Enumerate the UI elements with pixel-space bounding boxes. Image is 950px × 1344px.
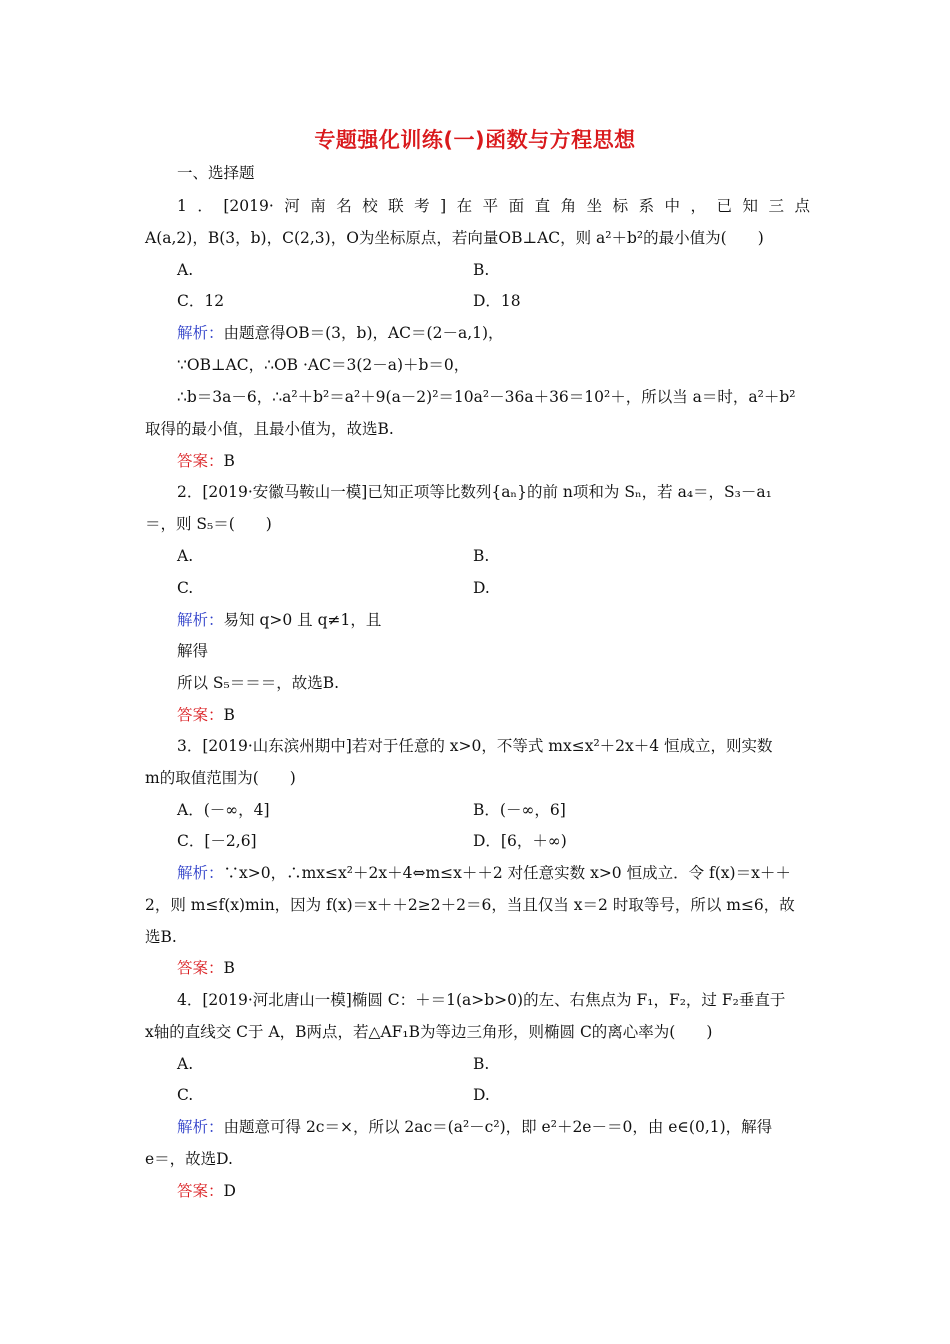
q3-solution-text: ∵x>0，∴mx≤x²＋2x＋4⇔m≤x＋＋2 对任意实数 x>0 恒成立．令 f(x)＝x＋＋ — [223, 864, 791, 882]
analysis-label: 解析： — [177, 324, 224, 342]
q2-option-a: A. — [177, 547, 194, 565]
q3-answer-value: B — [223, 959, 235, 977]
q3-solution-line1 — [177, 863, 842, 883]
analysis-label: 解析： — [177, 611, 224, 629]
q2-answer — [177, 705, 842, 725]
q4-option-d: D. — [473, 1086, 490, 1104]
q4-option-b: B. — [473, 1055, 490, 1073]
q3-answer — [177, 958, 842, 978]
q1-solution-line1 — [177, 323, 842, 343]
q4-solution-line2: e＝，故选D. — [145, 1150, 233, 1168]
q3-option-a: A．(－∞，4] — [177, 801, 270, 819]
q4-answer-value: D — [223, 1182, 236, 1200]
q1-solution-line4: 取得的最小值，且最小值为，故选B. — [145, 420, 394, 438]
q1-option-c: C．12 — [177, 292, 225, 310]
q2-option-b: B. — [473, 547, 490, 565]
q1-option-b: B. — [473, 261, 490, 279]
q1-solution-line3: ∴b＝3a－6，∴a²＋b²＝a²＋9(a－2)²＝10a²－36a＋36＝10²＋，所以当 a＝时，a²＋b² — [177, 388, 796, 406]
q4-solution-line1 — [177, 1117, 842, 1137]
answer-label: 答案： — [177, 959, 224, 977]
q1-solution-text: 由题意得OB＝(3，b)，AC＝(2－a,1)， — [223, 324, 504, 342]
q4-option-a: A. — [177, 1055, 194, 1073]
section-heading: 一、选择题 — [177, 164, 255, 182]
q1-option-a: A. — [177, 261, 194, 279]
q1-option-d: D．18 — [473, 292, 521, 310]
q1-solution-line2: ∵OB⊥AC，∴OB ·AC＝3(2－a)＋b＝0， — [177, 356, 470, 374]
q3-option-d: D．[6，＋∞) — [473, 832, 567, 850]
analysis-label: 解析： — [177, 1118, 224, 1136]
q4-stem-line1: 4．[2019·河北唐山一模]椭圆 C：＋＝1(a>b>0)的左、右焦点为 F₁，F₂，过 F₂垂直于 — [177, 991, 786, 1009]
answer-label: 答案： — [177, 706, 224, 724]
q4-stem-line2: x轴的直线交 C于 A，B两点，若△AF₁B为等边三角形，则椭圆 C的离心率为( ) — [145, 1023, 713, 1041]
q1-answer — [177, 451, 842, 471]
q2-solution-line1 — [177, 610, 842, 630]
q4-option-c: C. — [177, 1086, 194, 1104]
q1-stem-line2: A(a,2)，B(3，b)，C(2,3)，O为坐标原点，若向量OB⊥AC，则 a²＋b²的最小值为( ) — [145, 229, 764, 247]
answer-label: 答案： — [177, 452, 224, 470]
q2-stem-line2: ＝，则 S₅＝( ) — [145, 515, 272, 533]
q1-stem-line1: 1．[2019·河南名校联考]在平面直角坐标系中，已知三点 — [177, 197, 810, 215]
q2-answer-value: B — [223, 706, 235, 724]
q3-option-c: C．[－2,6] — [177, 832, 257, 850]
q2-solution-text: 易知 q>0 且 q≠1，且 — [223, 611, 382, 629]
q3-stem-line2: m的取值范围为( ) — [145, 769, 296, 787]
q2-stem-line1: 2．[2019·安徽马鞍山一模]已知正项等比数列{aₙ}的前 n项和为 Sₙ，若 a₄＝，S₃－a₁ — [177, 483, 772, 501]
q4-answer — [177, 1181, 842, 1201]
q3-stem-line1: 3．[2019·山东滨州期中]若对于任意的 x>0，不等式 mx≤x²＋2x＋4 恒成立，则实数 — [177, 737, 773, 755]
page-title: 专题强化训练(一)函数与方程思想 — [314, 128, 636, 152]
q2-option-c: C. — [177, 579, 194, 597]
answer-label: 答案： — [177, 1182, 224, 1200]
q2-solution-line2: 解得 — [177, 642, 209, 660]
q3-solution-line3: 选B. — [145, 928, 177, 946]
analysis-label: 解析： — [177, 864, 224, 882]
q2-option-d: D. — [473, 579, 490, 597]
q2-solution-line3: 所以 S₅＝＝＝，故选B. — [177, 674, 340, 692]
q3-solution-line2: 2，则 m≤f(x)min，因为 f(x)＝x＋＋2≥2＋2＝6，当且仅当 x＝2 时取等号，所以 m≤6，故 — [145, 896, 795, 914]
q1-answer-value: B — [223, 452, 235, 470]
q4-solution-text: 由题意可得 2c＝×，所以 2ac＝(a²－c²)，即 e²＋2e－＝0，由 e∈(0,1)，解得 — [223, 1118, 773, 1136]
q3-option-b: B．(－∞，6] — [473, 801, 566, 819]
